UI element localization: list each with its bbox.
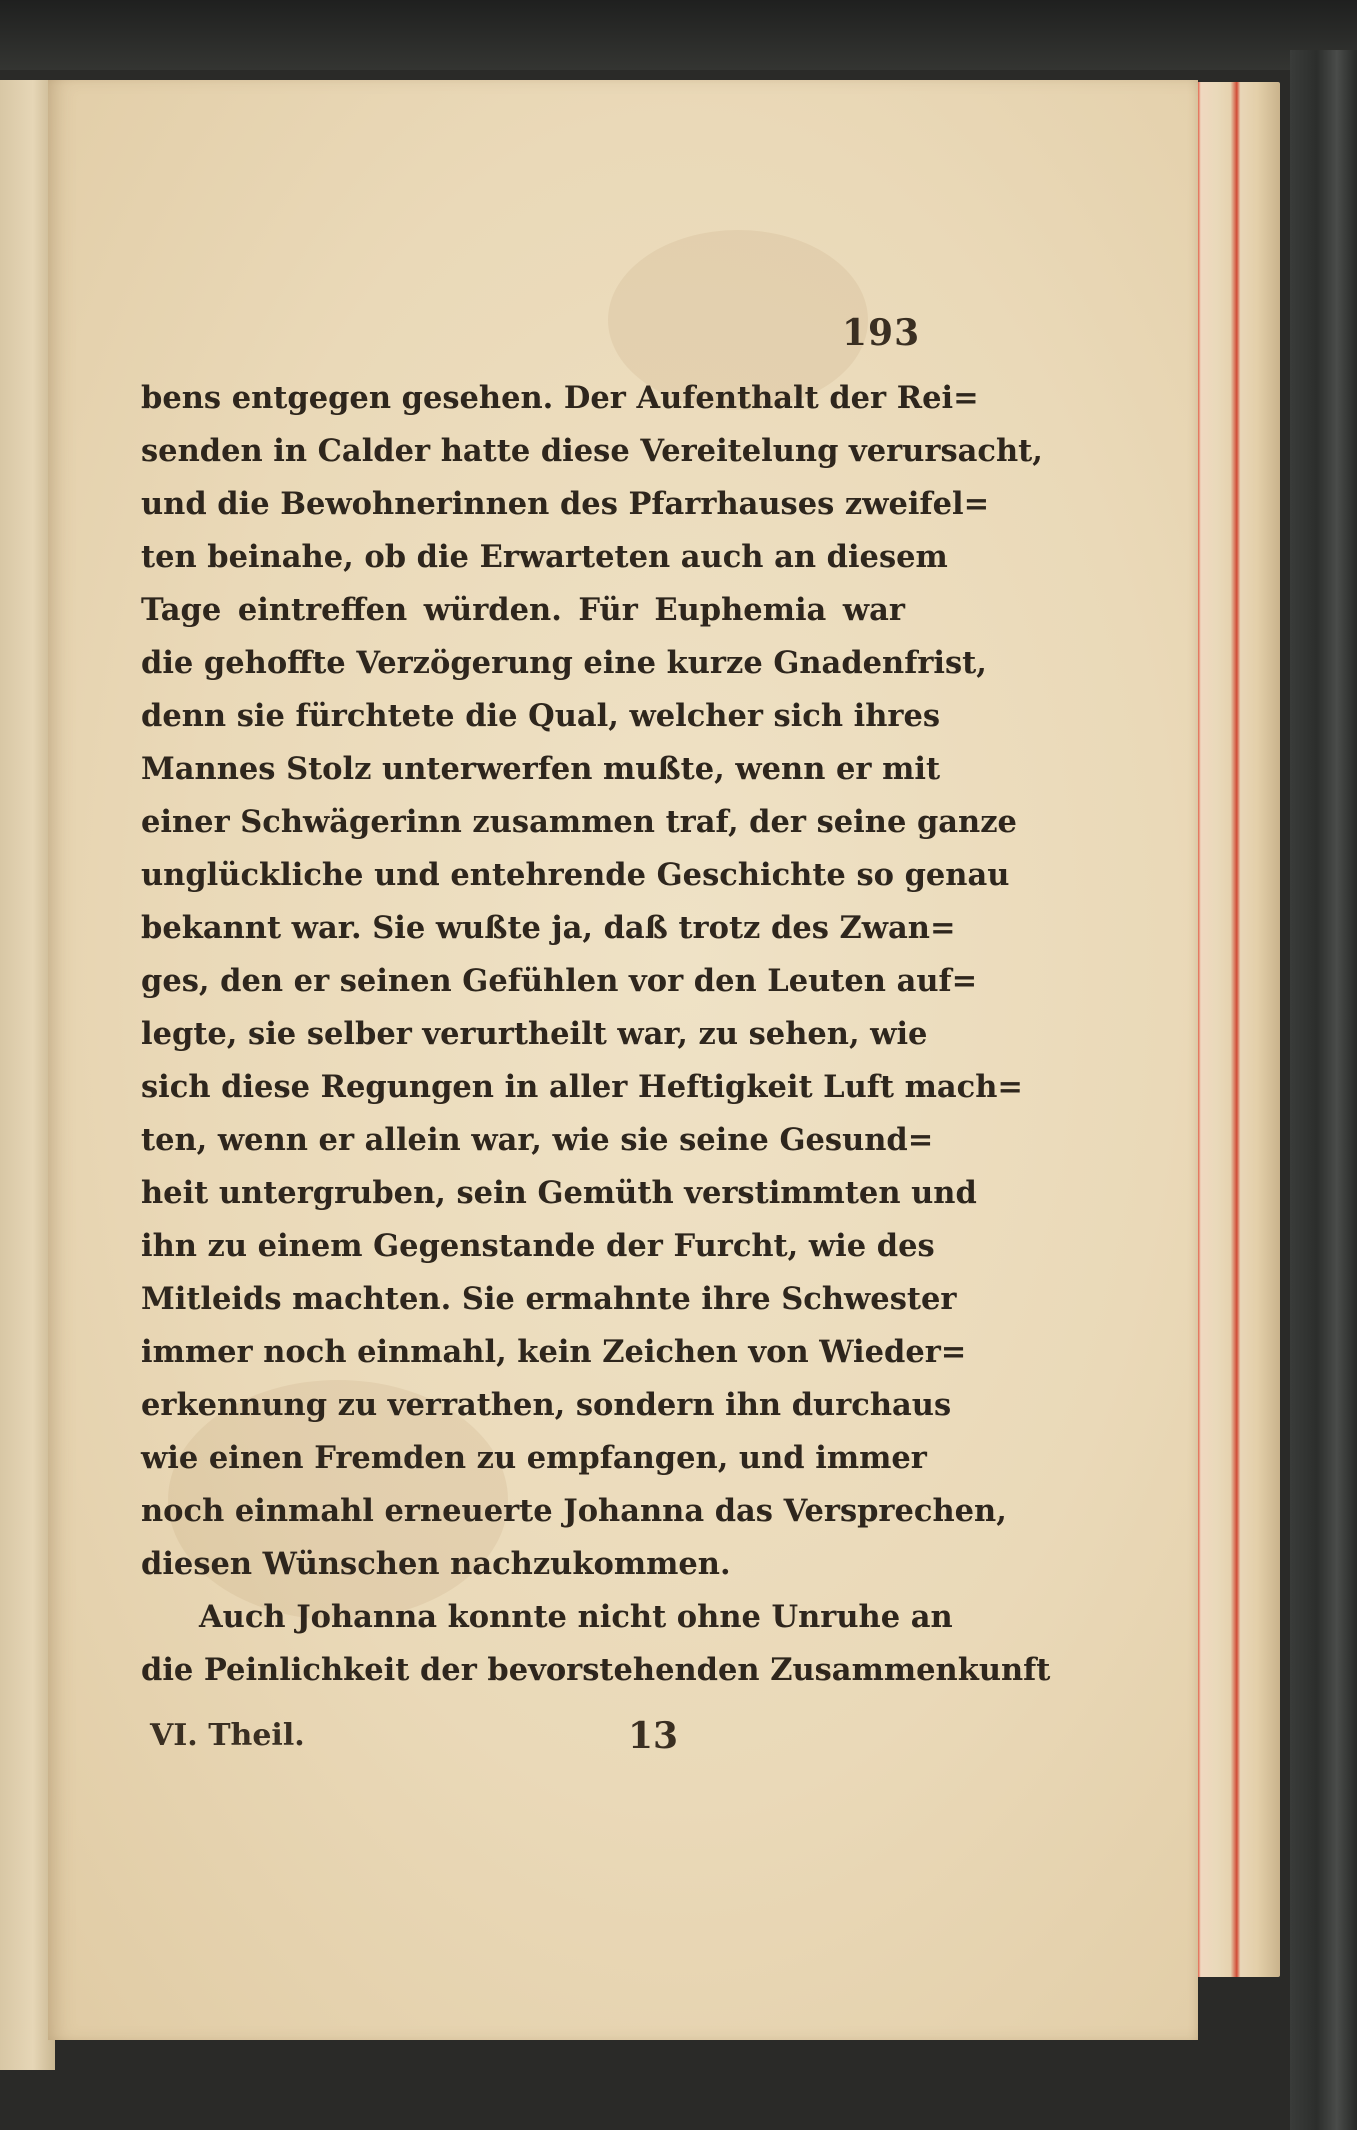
text-line: noch einmahl erneuerte Johanna das Versprechen, xyxy=(141,1493,1007,1529)
text-line: einer Schwägerinn zusammen traf, der seine ganze xyxy=(141,804,1017,840)
text-line: ihn zu einem Gegenstande der Furcht, wie des xyxy=(141,1228,935,1264)
text-line: die Peinlichkeit der bevorstehenden Zusammenkunft xyxy=(141,1652,1051,1688)
text-line: heit untergruben, sein Gemüth verstimmten und xyxy=(141,1175,977,1211)
page-number: 193 xyxy=(842,312,921,354)
text-line: legte, sie selber verurtheilt war, zu sehen, wie xyxy=(141,1016,928,1052)
body-text xyxy=(141,372,1051,1697)
text-line: ges, den er seinen Gefühlen vor den Leuten auf= xyxy=(141,963,978,999)
book-cover-right-edge xyxy=(1290,50,1357,2130)
page-stack-edges xyxy=(1190,82,1280,1977)
book-cover-top-edge xyxy=(0,0,1357,70)
signature-mark: VI. Theil. xyxy=(150,1718,305,1753)
text-line: sich diese Regungen in aller Heftigkeit Luft mach= xyxy=(141,1069,1023,1105)
text-line: ten, wenn er allein war, wie sie seine Gesund= xyxy=(141,1122,934,1158)
text-line: diesen Wünschen nachzukommen. xyxy=(141,1546,731,1582)
text-line: unglückliche und entehrende Geschichte so genau xyxy=(141,857,1010,893)
text-line: Mitleids machten. Sie ermahnte ihre Schwester xyxy=(141,1281,957,1317)
text-line: Tage eintreffen würden. Für Euphemia war xyxy=(141,592,905,628)
text-line: denn sie fürchtete die Qual, welcher sich ihres xyxy=(141,698,941,734)
left-page-edge xyxy=(0,80,55,2070)
text-line: die gehoffte Verzögerung eine kurze Gnadenfrist, xyxy=(141,645,987,681)
text-line: Mannes Stolz unterwerfen mußte, wenn er mit xyxy=(141,751,941,787)
text-line: bekannt war. Sie wußte ja, daß trotz des Zwan= xyxy=(141,910,956,946)
text-line: wie einen Fremden zu empfangen, und immer xyxy=(141,1440,927,1476)
text-line: bens entgegen gesehen. Der Aufenthalt der Rei= xyxy=(141,380,979,416)
text-line: ten beinahe, ob die Erwarteten auch an diesem xyxy=(141,539,948,575)
text-line: erkennung zu verrathen, sondern ihn durchaus xyxy=(141,1387,952,1423)
text-line: und die Bewohnerinnen des Pfarrhauses zweifel= xyxy=(141,486,990,522)
sheet-number: 13 xyxy=(628,1715,679,1757)
text-line: senden in Calder hatte diese Vereitelung verursacht, xyxy=(141,433,1043,469)
text-line: Auch Johanna konnte nicht ohne Unruhe an xyxy=(199,1599,953,1635)
text-line: immer noch einmahl, kein Zeichen von Wieder= xyxy=(141,1334,967,1370)
